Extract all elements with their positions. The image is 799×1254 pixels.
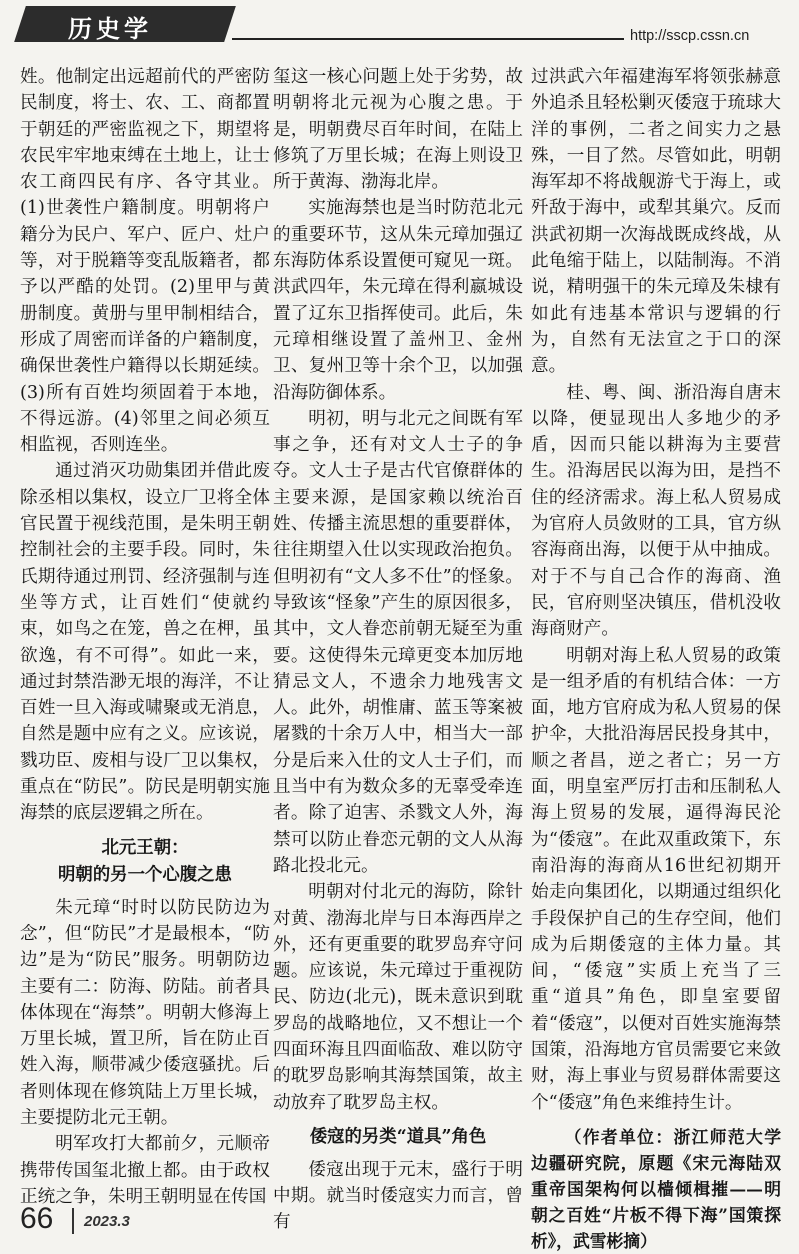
- author-note: （作者单位：浙江师范大学边疆研究院，原题《宋元海陆双重帝国架构何以樯倾楫摧——明朝之百姓“片板不得下海”国策探析》，武雪彬摘）: [531, 1126, 781, 1251]
- page-number: 66: [20, 1202, 54, 1235]
- issue-label: 2023.3: [84, 1213, 130, 1230]
- paragraph: 玺这一核心问题上处于劣势，故明朝将北元视为心腹之患。于是，明朝费尽百年时间，在陆上修筑了万里长城；在海上则设卫所于黄海、渤海北岸。: [273, 67, 523, 193]
- paragraph: 通过消灭功勋集团并借此废除丞相以集权，设立厂卫将全体官民置于视线范围，是朱明王朝控制社会的主要手段。同时，朱氏期待通过刑罚、经济强制与连坐等方式，让百姓们“使就约束，如鸟之在笼，兽之在柙，虽欲逸，有不可得”。如此一来，通过封禁浩渺无垠的海洋，不让百姓一旦入海或啸聚或无消息，自然是题中应有之义。应该说，戮功臣、废相与设厂卫以集权，重点在“防民”。防民是明朝实施海禁的底层逻辑之所在。: [20, 461, 270, 824]
- paragraph: 过洪武六年福建海军将领张赫意外追杀且轻松剿灭倭寇于琉球大洋的事例，二者之间实力之悬殊，一目了然。尽管如此，明朝海军却不将战舰游弋于海上，或歼敌于海中，或犁其巢穴。反而洪武初期一次海战既成终战，从此龟缩于陆上，以陆制海。不消说，精明强干的朱元璋及朱棣有如此有违基本常识与逻辑的行为，自然有无法宣之于口的深意。: [531, 67, 781, 377]
- section-heading-line-2: 明朝的另一个心腹之患: [58, 864, 232, 885]
- paragraph: 桂、粤、闽、浙沿海自唐末以降，便显现出人多地少的矛盾，因而只能以耕海为主要营生。沿海居民以海为田，是挡不住的经济需求。海上私人贸易成为官府人员敛财的工具，官方纵容海商出海，以便于从中抽成。对于不与自己合作的海商、渔民，官府则坚决镇压，借机没收海商财产。: [531, 382, 781, 640]
- section-title: 历史学: [68, 14, 152, 43]
- section-heading: 倭寇的另类“道具”角色: [309, 1126, 487, 1147]
- section-heading: [20, 835, 270, 889]
- section-heading-line-1: 北元王朝：: [101, 837, 189, 858]
- header-rule: [232, 38, 624, 40]
- paragraph: 姓。他制定出远超前代的严密防民制度，将士、农、工、商都置于朝廷的严密监视之下，期望将农民牢牢地束缚在土地上，让士农工商四民有序、各守其业。(1)世袭性户籍制度。明朝将户籍分为民户、军户、匠户、灶户等，对于脱籍等变乱版籍者，都予以严酷的处罚。(2)里甲与黄册制度。黄册与里甲制相结合，形成了周密而详备的户籍制度，确保世袭性户籍得以长期延续。(3)所有百姓均须固着于本地，不得远游。(4)邻里之间必须互相监视，否则连坐。: [20, 67, 270, 456]
- paragraph: 朱元璋“时时以防民防边为念”，但“防民”才是最根本，“防边”是为“防民”服务。明朝防边主要有二：防海、防陆。前者具体体现在“海禁”。明朝大修海上万里长城，置卫所，旨在防止百姓入海，顺带减少倭寇骚扰。后者则体现在修筑陆上万里长城，主要提防北元王朝。: [20, 897, 270, 1128]
- paragraph: 明军攻打大都前夕，元顺帝携带传国玺北撤上都。由于政权正统之争，朱明王朝明显在传国: [20, 1134, 270, 1207]
- page-header: [0, 0, 799, 52]
- paragraph: 实施海禁也是当时防范北元的重要环节，这从朱元璋加强辽东海防体系设置便可窥见一斑。洪武四年，朱元璋在得利嬴城设置了辽东卫指挥使司。此后，朱元璋相继设置了盖州卫、金州卫、复州卫等十余个卫，以加强沿海防御体系。: [273, 198, 523, 403]
- site-url[interactable]: http://sscp.cssn.cn: [630, 28, 750, 44]
- article-column-1: [20, 64, 270, 1210]
- paragraph: 倭寇出现于元末，盛行于明中期。就当时倭寇实力而言，曾有: [273, 1159, 523, 1233]
- paragraph: 明初，明与北元之间既有军事之争，还有对文人士子的争夺。文人士子是古代官僚群体的主要来源，是国家赖以统治百姓、传播主流思想的重要群体，往往期望入仕以实现政治抱负。但明初有“文人多不仕”的怪象。导致该“怪象”产生的原因很多，其中，文人眷恋前朝无疑至为重要。这使得朱元璋更变本加厉地猜忌文人，不遗余力地残害文人。此外，胡惟庸、蓝玉等案被屠戮的十余万人中，相当大一部分是后来入仕的文人士子们，而且当中有为数众多的无辜受牵连者。除了迫害、杀戮文人外，海禁可以防止眷恋元朝的文人从海路北投北元。: [273, 408, 523, 876]
- article-column-2: [273, 64, 523, 1236]
- footer-separator: [72, 1208, 74, 1234]
- paragraph: 明朝对海上私人贸易的政策是一组矛盾的有机结合体：一方面，地方官府成为私人贸易的保护伞，大批沿海居民投身其中，顺之者昌，逆之者亡；另一方面，明皇室严厉打击和压制私人海上贸易的发展，逼得海民沦为“倭寇”。在此双重政策下，东南沿海的海商从16世纪初期开始走向集团化，以期通过组织化手段保护自己的生存空间，他们成为后期倭寇的主体力量。其间，“倭寇”实质上充当了三重“道具”角色，即皇室要留着“倭寇”，以便对百姓实施海禁国策，沿海地方官员需要它来敛财，海上事业与贸易群体需要这个“倭寇”角色来维持生计。: [531, 645, 781, 1113]
- page-footer: [0, 1196, 799, 1246]
- paragraph: 明朝对付北元的海防，除针对黄、渤海北岸与日本海西岸之外，还有更重要的耽罗岛弃守问题。应该说，朱元璋过于重视防民、防边(北元)，既未意识到耽罗岛的战略地位，又不想让一个四面环海且四面临敌、难以防守的耽罗岛影响其海禁国策，故主动放弃了耽罗岛主权。: [273, 882, 523, 1113]
- article-column-3: [531, 64, 781, 1254]
